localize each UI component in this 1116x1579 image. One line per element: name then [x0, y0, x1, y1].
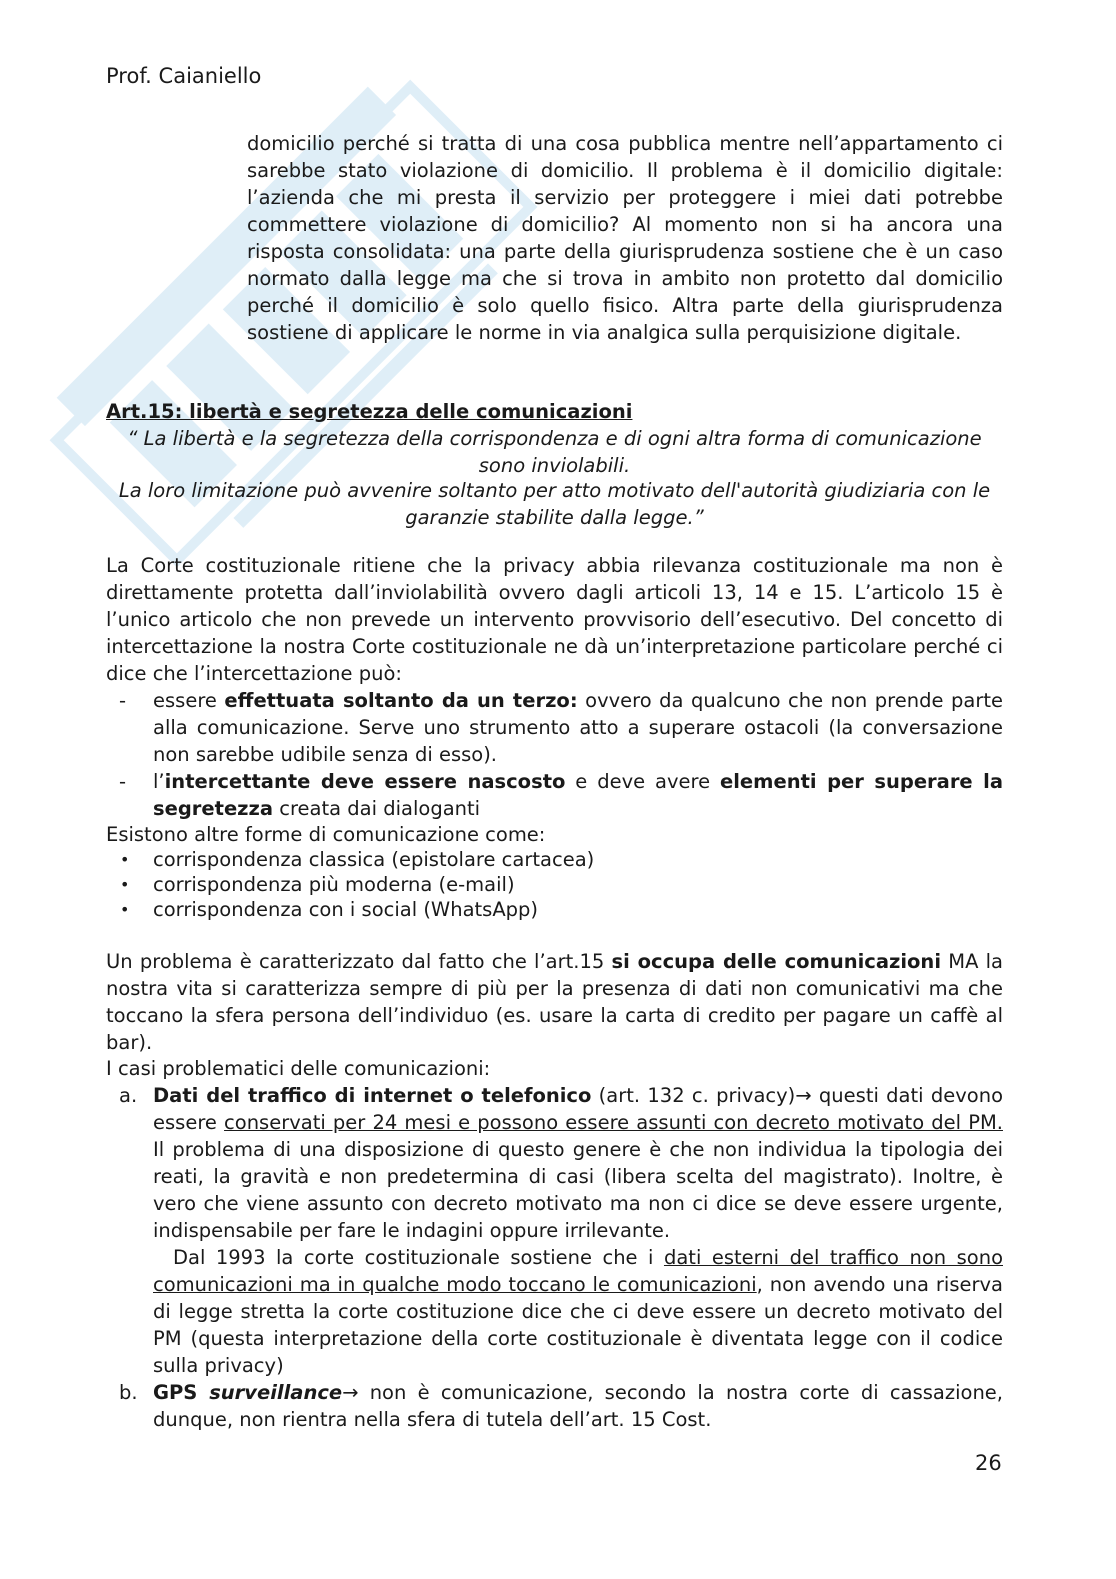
- paragraph-interception: La Corte costituzionale ritiene che la privacy abbia rilevanza costituzionale ma non è direttamente protetta dall’inviolabilità ovvero dagli articoli 13, 14 e 15. L’articolo 15 è l’unico articolo che non prevede un intervento provvisorio dell’esecutivo. Del concetto di intercettazione la nostra Corte costituzionale ne dà un’interpretazione particolare perché ci dice che l’intercettazione può:: [106, 554, 1003, 685]
- article-title: Art.15: libertà e segretezza delle comunicazioni: [106, 400, 633, 423]
- paragraph-problem: Un problema è caratterizzato dal fatto che l’art.15 si occupa delle comunicazioni MA la nostra vita si caratterizza sempre di più per la presenza di dati non comunicativi ma che toccano la sfera persona dell’individuo (es. usare la carta di credito per pagare un caffè al bar).: [106, 950, 1003, 1054]
- bold-phrase: si occupa delle comunicazioni: [611, 950, 942, 973]
- bullet-list: [106, 847, 1003, 922]
- dash-list: [106, 687, 1003, 822]
- list-item: • corrispondenza classica (epistolare cartacea): [120, 848, 595, 871]
- list-item: a. Dati del traffico di internet o telefonico (art. 132 c. privacy)→ questi dati devono essere conservati per 24 mesi e possono essere assunti con decreto motivato del PM. Il problema di una disposizione di questo genere è che non individua la tipologia dei reati, la gravità e non predetermina di casi (libera scelta del magistrato). Inoltre, è vero che viene assunto con decreto motivato ma non ci dice se deve essere urgente, indispensabile per fare le indagini oppure irrilevante. Dal 1993 la corte costituzionale sostiene che i dati esterni del traffico non sono comunicazioni ma in qualche modo toccano le comunicazioni, non avendo una riserva di legge stretta la corte costituzione dice che ci deve essere un decreto motivato del PM (questa interpretazione della corte costituzionale è diventata legge con il codice sulla privacy): [119, 1084, 1003, 1377]
- paragraph-other-forms: Esistono altre forme di comunicazione come:: [106, 823, 546, 846]
- bullet-marker: •: [120, 900, 130, 919]
- list-item: • corrispondenza con i social (WhatsApp): [120, 898, 539, 921]
- paragraph-cases: I casi problematici delle comunicazioni:: [106, 1057, 491, 1080]
- bullet-marker: •: [120, 850, 130, 869]
- bold-phrase: intercettante deve essere nascosto: [164, 770, 566, 793]
- underlined-phrase: conservati per 24 mesi e possono essere assunti con decreto motivato del PM.: [224, 1111, 1003, 1134]
- bold-phrase: Dati del traffico di internet o telefonico: [153, 1084, 592, 1107]
- list-item: b. GPS surveillance→ non è comunicazione, secondo la nostra corte di cassazione, dunque, non rientra nella sfera di tutela dell’art. 15 Cost.: [119, 1381, 1003, 1431]
- list-subparagraph: Dal 1993 la corte costituzionale sostiene che i dati esterni del traffico non sono comunicazioni ma in qualche modo toccano le comunicazioni, non avendo una riserva di legge stretta la corte costituzione dice che ci deve essere un decreto motivato del PM (questa interpretazione della corte costituzionale è diventata legge con il codice sulla privacy): [153, 1246, 1003, 1377]
- list-item: - essere effettuata soltanto da un terzo: ovvero da qualcuno che non prende parte alla comunicazione. Serve uno strumento atto a superare ostacoli (la conversazione non sarebbe udibile senza di esso).: [119, 689, 1003, 766]
- dash-marker: -: [119, 689, 127, 712]
- alpha-list: [106, 1082, 1003, 1433]
- list-item: • corrispondenza più moderna (e-mail): [120, 873, 515, 896]
- bold-phrase: GPS: [153, 1381, 210, 1404]
- bold-italic-phrase: surveillance: [209, 1381, 343, 1404]
- underlined-phrase: dati esterni del traffico non sono comunicazioni ma in qualche modo toccano le comunicazioni: [153, 1246, 1003, 1296]
- bold-phrase: effettuata soltanto da un terzo:: [224, 689, 578, 712]
- dash-marker: -: [119, 770, 127, 793]
- intro-paragraph: domicilio perché si tratta di una cosa pubblica mentre nell’appartamento ci sarebbe stato violazione di domicilio. Il problema è il domicilio digitale: l’azienda che mi presta il servizio per proteggere i miei dati potrebbe commettere violazione di domicilio? Al momento non si ha ancora una risposta consolidata: una parte della giurisprudenza sostiene che è un caso normato dalla legge ma che si trova in ambito non protetto dal domicilio perché il domicilio è solo quello fisico. Altra parte della giurisprudenza sostiene di applicare le norme in via analgica sulla perquisizione digitale.: [247, 132, 1003, 344]
- article-quote-1: “ La libertà e la segretezza della corrispondenza e di ogni altra forma di comunicazione sono inviolabili.: [127, 427, 982, 477]
- page-number: 26: [975, 1451, 1002, 1475]
- bullet-marker: •: [120, 875, 130, 894]
- alpha-marker: b.: [119, 1381, 138, 1404]
- alpha-marker: a.: [119, 1084, 138, 1107]
- header-author: Prof. Caianiello: [106, 64, 262, 88]
- article-quote-2: La loro limitazione può avvenire soltanto per atto motivato dell'autorità giudiziaria con le garanzie stabilite dalla legge.”: [118, 479, 991, 529]
- bold-phrase: elementi per superare la segretezza: [153, 770, 1003, 820]
- list-item: - l’intercettante deve essere nascosto e deve avere elementi per superare la segretezza creata dai dialoganti: [119, 770, 1003, 820]
